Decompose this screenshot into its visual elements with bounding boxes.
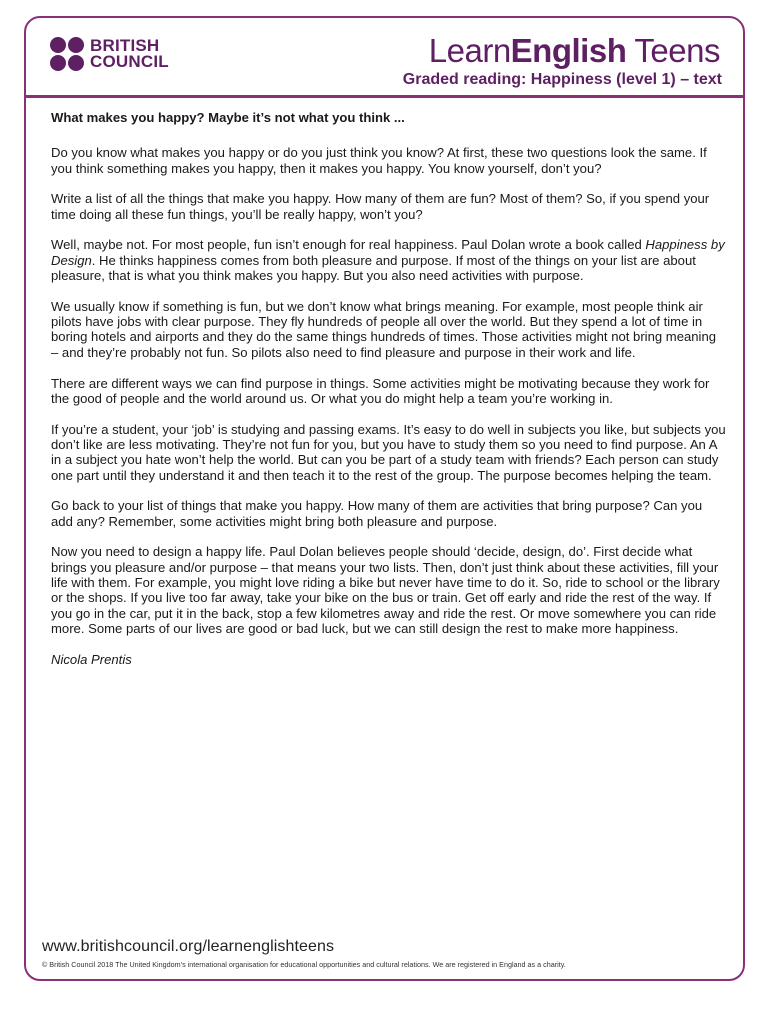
paragraph-4: We usually know if something is fun, but we don’t know what brings meaning. For example, most people think air pilots have jobs with clear purpose. They fly hundreds of people all over the world. But they spend a lot of time in boring hotels and airports and they do the same things hundreds of times. Those activities might not bring meaning – and they’re probably not fun. So pilots also need to find pleasure and purpose in their work and life. xyxy=(51,298,717,360)
footer-url-link[interactable]: www.britishcouncil.org/learnenglishteens xyxy=(42,938,335,955)
british-council-logo xyxy=(50,37,169,71)
paragraph-3-part-b: . He thinks happiness comes from both pleasure and purpose. If most of the things on your list are about pleasure, that is what you think makes you happy. But you also need activities with purpose. xyxy=(51,252,696,284)
paragraph-3-part-a: Well, maybe not. For most people, fun isn’t enough for real happiness. Paul Dolan wrote a book called xyxy=(51,237,646,253)
paragraph-1: Do you know what makes you happy or do you just think you know? At first, these two questions look the same. If you think something makes you happy, then it makes you happy. You know yourself, don’t you? xyxy=(51,145,707,176)
logo-text-line2: COUNCIL xyxy=(90,52,169,71)
paragraph-3 xyxy=(51,237,726,283)
paragraph-6: If you’re a student, your ‘job’ is studying and passing exams. It’s easy to do well in subjects you like, but subjects you don’t like are less motivating. They’re not fun for you, but you have to study them so you need to find purpose. An A in a subject you hate won’t help the world. But can you be part of a study team with friends? Each person can study one part until they understand it and then teach it to the rest of the group. The purpose becomes helping the team. xyxy=(51,421,726,483)
author-name: Nicola Prentis xyxy=(51,651,132,667)
logo-dots-icon xyxy=(50,37,84,71)
article-title: What makes you happy? Maybe it’s not what you think ... xyxy=(51,110,405,125)
brand-part-english: English xyxy=(510,32,627,69)
paragraph-2: Write a list of all the things that make you happy. How many of them are fun? Most of them? So, if you spend your time doing all these fun things, you’ll be really happy, won’t you? xyxy=(51,191,710,222)
logo-text xyxy=(90,38,169,70)
logo-text-line1: BRITISH xyxy=(90,36,160,55)
document-subtitle: Graded reading: Happiness (level 1) – text xyxy=(402,71,722,88)
footer-copyright: © British Council 2018 The United Kingdom’s international organisation for educational opportunities and cultural relations. We are registered in England as a charity. xyxy=(42,960,566,969)
brand-part-learn: Learn xyxy=(428,32,511,69)
brand-part-teens: Teens xyxy=(626,32,720,69)
header-divider xyxy=(24,95,745,98)
article-body xyxy=(51,110,726,683)
learnenglish-teens-brand xyxy=(429,32,720,70)
paragraph-8: Now you need to design a happy life. Paul Dolan believes people should ‘decide, design, do’. First decide what brings you pleasure and/or purpose – that means your two lists. Then, don’t just think about these activities, fill your life with them. For example, you might love riding a bike but never have time to do it. So, ride to school or the library or the shops. If you live too far away, take your bike on the bus or train. Get off early and ride the rest of the way. If you go in the car, put it in the back, stop a few kilometres away and ride the rest. Or move somewhere you can ride more. Some parts of our lives are good or bad luck, but we can still design the rest to make more happiness. xyxy=(51,544,720,636)
book-title: Happiness by Design xyxy=(51,237,725,268)
paragraph-7: Go back to your list of things that make you happy. How many of them are activities that bring purpose? Can you add any? Remember, some activities might bring both pleasure and purpose. xyxy=(51,498,703,529)
paragraph-5: There are different ways we can find purpose in things. Some activities might be motivating because they work for the good of people and the world around us. Or what you do might help a team you’re working in. xyxy=(51,375,710,406)
